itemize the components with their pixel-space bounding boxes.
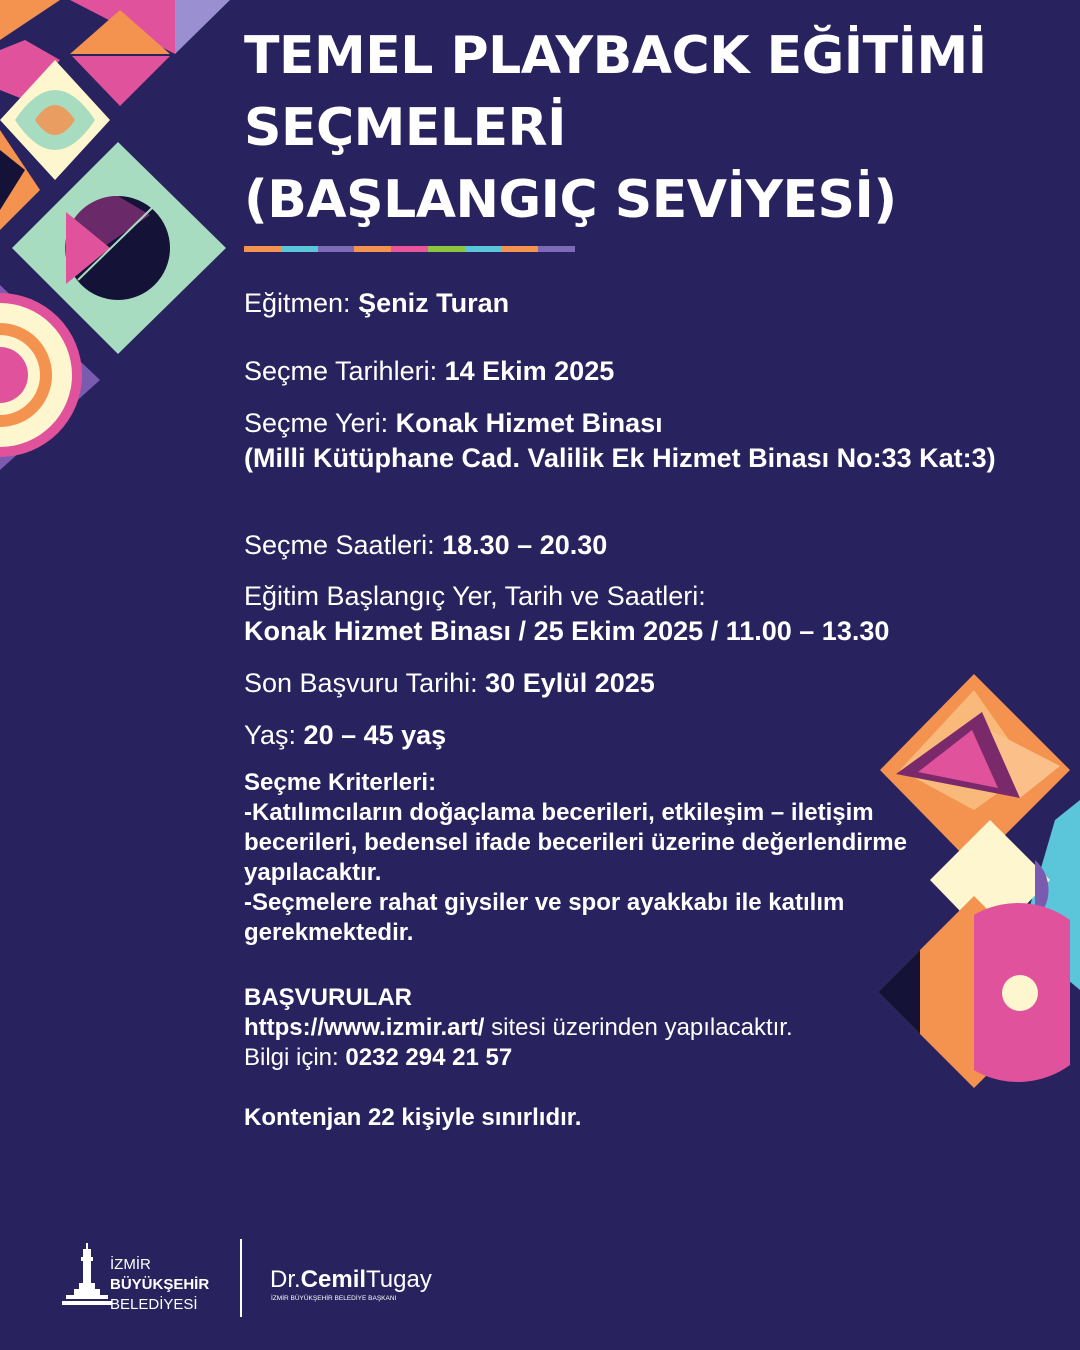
- info-phone: 0232 294 21 57: [345, 1044, 513, 1071]
- criteria-heading: Seçme Kriterleri:: [244, 769, 437, 796]
- signature-surname: Tugay: [366, 1266, 432, 1293]
- audition-place-line: [244, 406, 1034, 476]
- title-line: TEMEL PLAYBACK EĞİTİMİ: [244, 26, 987, 86]
- applications-heading: BAŞVURULAR: [244, 984, 412, 1011]
- instructor-line: [244, 286, 1034, 321]
- training-start-line: [244, 579, 1034, 649]
- divider-segment: [465, 246, 502, 252]
- divider-segment: [318, 246, 355, 252]
- age-value: 20 – 45 yaş: [303, 720, 447, 750]
- deadline-line: [244, 666, 1034, 701]
- audition-hours-line: [244, 528, 1034, 563]
- age-label: Yaş:: [244, 720, 297, 750]
- clock-tower-icon: [62, 1243, 112, 1305]
- criteria-item: -Katılımcıların doğaçlama becerileri, etkileşim – iletişim becerileri, bedensel ifade becerileri üzerine değerlendirme yapılacaktır.: [244, 799, 907, 886]
- applications-block: [244, 983, 1044, 1073]
- applications-url-suffix: sitesi üzerinden yapılacaktır.: [484, 1014, 793, 1041]
- training-start-label: Eğitim Başlangıç Yer, Tarih ve Saatleri:: [244, 581, 706, 611]
- page-title: [244, 20, 1024, 236]
- applications-url-link[interactable]: https://www.izmir.art/: [244, 1014, 485, 1041]
- audition-hours-value: 18.30 – 20.30: [442, 530, 608, 560]
- audition-place-address: (Milli Kütüphane Cad. Valilik Ek Hizmet Binası No:33 Kat:3): [244, 443, 996, 473]
- footer-separator: [240, 1239, 242, 1317]
- title-line: SEÇMELERİ: [244, 98, 566, 158]
- divider-segment: [391, 246, 428, 252]
- signature-prefix: Dr.: [270, 1266, 301, 1293]
- audition-dates-line: [244, 354, 1034, 389]
- criteria-item: -Seçmelere rahat giysiler ve spor ayakkabı ile katılım gerekmektedir.: [244, 889, 845, 946]
- footer-logo-line: İZMİR: [110, 1256, 151, 1273]
- divider-segment: [428, 246, 465, 252]
- age-line: [244, 718, 1034, 753]
- deadline-label: Son Başvuru Tarihi:: [244, 668, 478, 698]
- audition-dates-label: Seçme Tarihleri:: [244, 356, 438, 386]
- instructor-name: Şeniz Turan: [358, 288, 510, 318]
- info-label: Bilgi için:: [244, 1044, 346, 1071]
- audition-hours-label: Seçme Saatleri:: [244, 530, 435, 560]
- divider-segment: [244, 246, 281, 252]
- divider-segment: [538, 246, 575, 252]
- criteria-block: [244, 768, 964, 948]
- divider-segment: [281, 246, 318, 252]
- quota-line: [244, 1103, 964, 1133]
- training-start-value: Konak Hizmet Binası / 25 Ekim 2025 / 11.00 – 13.30: [244, 616, 890, 646]
- instructor-label: Eğitmen:: [244, 288, 351, 318]
- footer-logos: [60, 1235, 480, 1325]
- footer-logo-line: BELEDİYESİ: [110, 1296, 198, 1313]
- signature-name: Cemil: [300, 1266, 367, 1293]
- signature-text: [270, 1266, 432, 1293]
- audition-place-value: Konak Hizmet Binası: [395, 408, 663, 438]
- audition-dates-value: 14 Ekim 2025: [444, 356, 615, 386]
- title-line: (BAŞLANGIÇ SEVİYESİ): [244, 170, 897, 230]
- divider-segment: [354, 246, 391, 252]
- signature-subtitle: İZMİR BÜYÜKŞEHİR BELEDİYE BAŞKANI: [271, 1295, 397, 1302]
- deadline-value: 30 Eylül 2025: [485, 668, 655, 698]
- color-divider: [244, 246, 575, 252]
- audition-place-label: Seçme Yeri:: [244, 408, 389, 438]
- footer-logo-line: BÜYÜKŞEHİR: [110, 1276, 210, 1293]
- quota-text: Kontenjan 22 kişiyle sınırlıdır.: [244, 1104, 582, 1131]
- left-geometric-decoration: [0, 0, 230, 480]
- divider-segment: [501, 246, 538, 252]
